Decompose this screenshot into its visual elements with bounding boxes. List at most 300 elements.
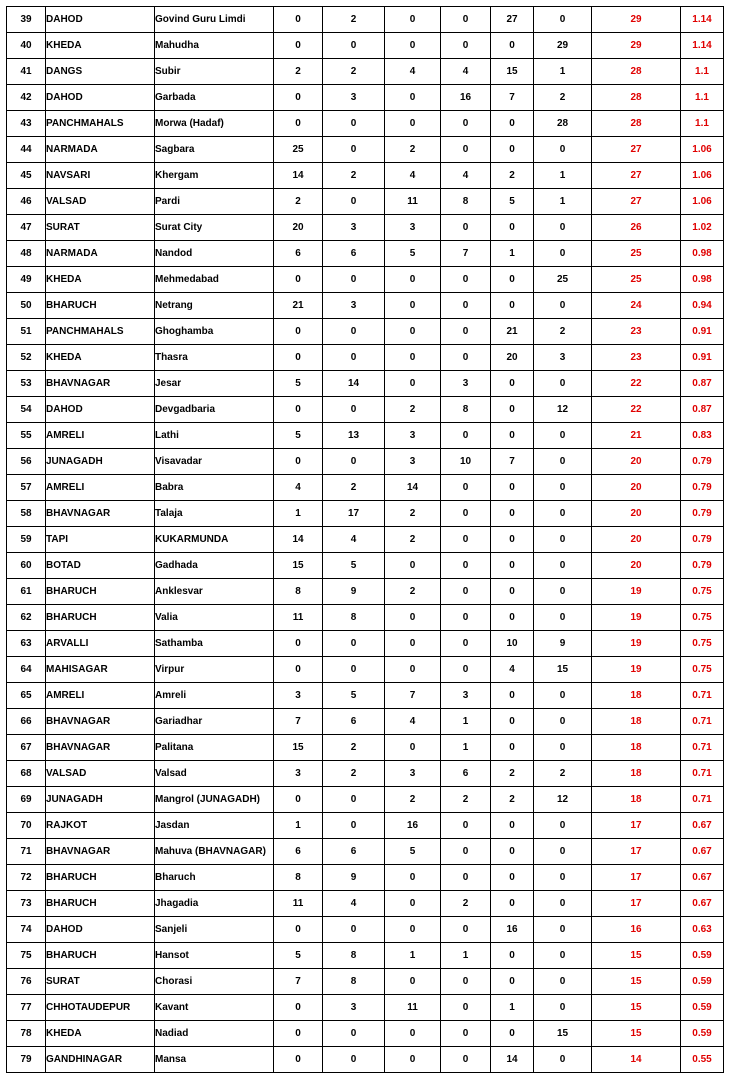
value-col-5: 0 — [491, 371, 534, 397]
serial-number: 79 — [7, 1047, 46, 1073]
value-col-3: 3 — [385, 761, 441, 787]
value-col-4: 0 — [441, 579, 491, 605]
value-col-6: 2 — [534, 319, 592, 345]
value-col-5: 10 — [491, 631, 534, 657]
table-row — [7, 657, 724, 683]
value-col-5: 27 — [491, 7, 534, 33]
table-row — [7, 787, 724, 813]
value-col-1: 8 — [274, 865, 323, 891]
total-value: 19 — [592, 605, 681, 631]
taluka-name: Mahuva (BHAVNAGAR) — [155, 839, 274, 865]
percentage-value: 1.02 — [681, 215, 724, 241]
value-col-3: 0 — [385, 345, 441, 371]
value-col-2: 0 — [323, 137, 385, 163]
table-row — [7, 215, 724, 241]
taluka-name: Jhagadia — [155, 891, 274, 917]
total-value: 18 — [592, 761, 681, 787]
value-col-5: 0 — [491, 33, 534, 59]
table-row — [7, 1047, 724, 1073]
percentage-value: 0.79 — [681, 475, 724, 501]
value-col-1: 2 — [274, 189, 323, 215]
taluka-name: Hansot — [155, 943, 274, 969]
percentage-value: 0.67 — [681, 891, 724, 917]
value-col-6: 0 — [534, 969, 592, 995]
value-col-1: 14 — [274, 163, 323, 189]
value-col-2: 6 — [323, 241, 385, 267]
value-col-5: 0 — [491, 943, 534, 969]
total-value: 29 — [592, 33, 681, 59]
value-col-3: 2 — [385, 579, 441, 605]
district-name: BHAVNAGAR — [46, 735, 155, 761]
value-col-4: 0 — [441, 33, 491, 59]
percentage-value: 0.91 — [681, 319, 724, 345]
taluka-name: KUKARMUNDA — [155, 527, 274, 553]
percentage-value: 0.75 — [681, 657, 724, 683]
taluka-name: Sagbara — [155, 137, 274, 163]
value-col-1: 5 — [274, 943, 323, 969]
value-col-2: 0 — [323, 1047, 385, 1073]
district-name: NAVSARI — [46, 163, 155, 189]
serial-number: 45 — [7, 163, 46, 189]
value-col-1: 0 — [274, 631, 323, 657]
table-row — [7, 709, 724, 735]
value-col-4: 0 — [441, 527, 491, 553]
value-col-2: 0 — [323, 787, 385, 813]
value-col-6: 0 — [534, 943, 592, 969]
total-value: 20 — [592, 553, 681, 579]
value-col-2: 8 — [323, 969, 385, 995]
taluka-name: Garbada — [155, 85, 274, 111]
value-col-3: 0 — [385, 553, 441, 579]
taluka-name: Valia — [155, 605, 274, 631]
value-col-2: 8 — [323, 605, 385, 631]
value-col-5: 0 — [491, 553, 534, 579]
percentage-value: 0.71 — [681, 761, 724, 787]
total-value: 20 — [592, 475, 681, 501]
value-col-4: 0 — [441, 111, 491, 137]
table-row — [7, 1021, 724, 1047]
value-col-2: 6 — [323, 839, 385, 865]
value-col-4: 0 — [441, 839, 491, 865]
value-col-5: 16 — [491, 917, 534, 943]
value-col-3: 7 — [385, 683, 441, 709]
percentage-value: 0.55 — [681, 1047, 724, 1073]
value-col-3: 3 — [385, 449, 441, 475]
value-col-1: 5 — [274, 423, 323, 449]
value-col-5: 0 — [491, 501, 534, 527]
total-value: 27 — [592, 163, 681, 189]
value-col-3: 0 — [385, 267, 441, 293]
value-col-4: 7 — [441, 241, 491, 267]
value-col-4: 0 — [441, 657, 491, 683]
value-col-4: 2 — [441, 787, 491, 813]
district-name: DANGS — [46, 59, 155, 85]
value-col-3: 0 — [385, 85, 441, 111]
value-col-6: 12 — [534, 397, 592, 423]
value-col-2: 4 — [323, 527, 385, 553]
value-col-1: 21 — [274, 293, 323, 319]
rainfall-taluka-table — [6, 6, 724, 1073]
taluka-name: Ghoghamba — [155, 319, 274, 345]
value-col-2: 9 — [323, 579, 385, 605]
value-col-1: 0 — [274, 7, 323, 33]
value-col-1: 11 — [274, 891, 323, 917]
table-row — [7, 839, 724, 865]
district-name: KHEDA — [46, 267, 155, 293]
value-col-5: 21 — [491, 319, 534, 345]
value-col-2: 2 — [323, 163, 385, 189]
value-col-6: 9 — [534, 631, 592, 657]
percentage-value: 0.79 — [681, 449, 724, 475]
serial-number: 58 — [7, 501, 46, 527]
taluka-name: Virpur — [155, 657, 274, 683]
serial-number: 72 — [7, 865, 46, 891]
value-col-4: 0 — [441, 501, 491, 527]
value-col-5: 5 — [491, 189, 534, 215]
value-col-3: 0 — [385, 631, 441, 657]
value-col-1: 0 — [274, 995, 323, 1021]
district-name: VALSAD — [46, 761, 155, 787]
value-col-3: 5 — [385, 839, 441, 865]
value-col-3: 11 — [385, 189, 441, 215]
value-col-4: 0 — [441, 345, 491, 371]
taluka-name: Nandod — [155, 241, 274, 267]
value-col-1: 6 — [274, 241, 323, 267]
table-row — [7, 475, 724, 501]
value-col-4: 0 — [441, 1047, 491, 1073]
value-col-3: 0 — [385, 111, 441, 137]
percentage-value: 0.71 — [681, 683, 724, 709]
value-col-6: 0 — [534, 423, 592, 449]
taluka-name: Subir — [155, 59, 274, 85]
district-name: KHEDA — [46, 1021, 155, 1047]
taluka-name: Lathi — [155, 423, 274, 449]
serial-number: 75 — [7, 943, 46, 969]
value-col-3: 0 — [385, 605, 441, 631]
table-row — [7, 189, 724, 215]
district-name: VALSAD — [46, 189, 155, 215]
serial-number: 69 — [7, 787, 46, 813]
value-col-2: 5 — [323, 553, 385, 579]
value-col-3: 2 — [385, 787, 441, 813]
value-col-5: 2 — [491, 761, 534, 787]
value-col-3: 0 — [385, 7, 441, 33]
taluka-name: Gadhada — [155, 553, 274, 579]
taluka-name: Surat City — [155, 215, 274, 241]
value-col-4: 16 — [441, 85, 491, 111]
table-row — [7, 943, 724, 969]
value-col-3: 0 — [385, 891, 441, 917]
percentage-value: 0.91 — [681, 345, 724, 371]
percentage-value: 0.87 — [681, 371, 724, 397]
value-col-6: 0 — [534, 137, 592, 163]
value-col-3: 0 — [385, 293, 441, 319]
value-col-4: 4 — [441, 163, 491, 189]
value-col-6: 2 — [534, 85, 592, 111]
value-col-3: 4 — [385, 163, 441, 189]
value-col-2: 2 — [323, 735, 385, 761]
value-col-6: 2 — [534, 761, 592, 787]
table-row — [7, 917, 724, 943]
total-value: 25 — [592, 241, 681, 267]
value-col-4: 10 — [441, 449, 491, 475]
table-row — [7, 423, 724, 449]
value-col-5: 2 — [491, 163, 534, 189]
serial-number: 57 — [7, 475, 46, 501]
taluka-name: Kavant — [155, 995, 274, 1021]
serial-number: 66 — [7, 709, 46, 735]
percentage-value: 1.06 — [681, 189, 724, 215]
taluka-name: Palitana — [155, 735, 274, 761]
value-col-2: 13 — [323, 423, 385, 449]
taluka-name: Govind Guru Limdi — [155, 7, 274, 33]
district-name: BHAVNAGAR — [46, 371, 155, 397]
value-col-6: 0 — [534, 709, 592, 735]
value-col-2: 0 — [323, 631, 385, 657]
taluka-name: Anklesvar — [155, 579, 274, 605]
serial-number: 49 — [7, 267, 46, 293]
value-col-1: 0 — [274, 267, 323, 293]
value-col-3: 0 — [385, 969, 441, 995]
value-col-1: 6 — [274, 839, 323, 865]
taluka-name: Sathamba — [155, 631, 274, 657]
table-row — [7, 683, 724, 709]
value-col-5: 0 — [491, 969, 534, 995]
value-col-4: 0 — [441, 7, 491, 33]
serial-number: 61 — [7, 579, 46, 605]
value-col-6: 0 — [534, 449, 592, 475]
serial-number: 56 — [7, 449, 46, 475]
value-col-4: 2 — [441, 891, 491, 917]
table-row — [7, 761, 724, 787]
table-row — [7, 293, 724, 319]
value-col-3: 14 — [385, 475, 441, 501]
percentage-value: 0.98 — [681, 241, 724, 267]
value-col-6: 1 — [534, 189, 592, 215]
taluka-name: Morwa (Hadaf) — [155, 111, 274, 137]
value-col-6: 28 — [534, 111, 592, 137]
value-col-3: 4 — [385, 59, 441, 85]
percentage-value: 1.1 — [681, 111, 724, 137]
taluka-name: Jasdan — [155, 813, 274, 839]
value-col-3: 5 — [385, 241, 441, 267]
value-col-4: 0 — [441, 969, 491, 995]
value-col-5: 0 — [491, 527, 534, 553]
value-col-4: 0 — [441, 917, 491, 943]
taluka-name: Visavadar — [155, 449, 274, 475]
serial-number: 40 — [7, 33, 46, 59]
district-name: PANCHMAHALS — [46, 111, 155, 137]
taluka-name: Valsad — [155, 761, 274, 787]
value-col-2: 4 — [323, 891, 385, 917]
serial-number: 50 — [7, 293, 46, 319]
value-col-1: 25 — [274, 137, 323, 163]
value-col-5: 0 — [491, 709, 534, 735]
value-col-4: 6 — [441, 761, 491, 787]
value-col-4: 0 — [441, 215, 491, 241]
percentage-value: 0.79 — [681, 553, 724, 579]
serial-number: 73 — [7, 891, 46, 917]
value-col-6: 0 — [534, 553, 592, 579]
total-value: 15 — [592, 1021, 681, 1047]
value-col-6: 0 — [534, 579, 592, 605]
district-name: NARMADA — [46, 241, 155, 267]
taluka-name: Gariadhar — [155, 709, 274, 735]
value-col-1: 0 — [274, 397, 323, 423]
value-col-2: 2 — [323, 475, 385, 501]
taluka-name: Devgadbaria — [155, 397, 274, 423]
percentage-value: 0.75 — [681, 605, 724, 631]
value-col-4: 0 — [441, 865, 491, 891]
table-row — [7, 33, 724, 59]
value-col-5: 0 — [491, 683, 534, 709]
value-col-3: 0 — [385, 865, 441, 891]
value-col-4: 0 — [441, 267, 491, 293]
district-name: DAHOD — [46, 7, 155, 33]
value-col-3: 16 — [385, 813, 441, 839]
table-row — [7, 579, 724, 605]
total-value: 21 — [592, 423, 681, 449]
value-col-6: 0 — [534, 215, 592, 241]
serial-number: 51 — [7, 319, 46, 345]
value-col-3: 3 — [385, 423, 441, 449]
percentage-value: 0.94 — [681, 293, 724, 319]
value-col-4: 1 — [441, 943, 491, 969]
total-value: 20 — [592, 501, 681, 527]
value-col-6: 0 — [534, 891, 592, 917]
value-col-4: 0 — [441, 319, 491, 345]
value-col-4: 1 — [441, 709, 491, 735]
district-name: AMRELI — [46, 423, 155, 449]
value-col-6: 0 — [534, 1047, 592, 1073]
value-col-5: 7 — [491, 449, 534, 475]
table-row — [7, 449, 724, 475]
district-name: DAHOD — [46, 397, 155, 423]
district-name: ARVALLI — [46, 631, 155, 657]
table-row — [7, 891, 724, 917]
table-row — [7, 631, 724, 657]
serial-number: 76 — [7, 969, 46, 995]
value-col-6: 0 — [534, 241, 592, 267]
percentage-value: 1.14 — [681, 33, 724, 59]
taluka-name: Nadiad — [155, 1021, 274, 1047]
value-col-1: 11 — [274, 605, 323, 631]
district-name: KHEDA — [46, 33, 155, 59]
value-col-5: 2 — [491, 787, 534, 813]
table-row — [7, 501, 724, 527]
value-col-3: 0 — [385, 33, 441, 59]
serial-number: 68 — [7, 761, 46, 787]
percentage-value: 0.83 — [681, 423, 724, 449]
percentage-value: 0.71 — [681, 787, 724, 813]
total-value: 19 — [592, 631, 681, 657]
percentage-value: 0.67 — [681, 865, 724, 891]
district-name: MAHISAGAR — [46, 657, 155, 683]
value-col-1: 15 — [274, 735, 323, 761]
value-col-2: 0 — [323, 449, 385, 475]
serial-number: 77 — [7, 995, 46, 1021]
serial-number: 59 — [7, 527, 46, 553]
total-value: 16 — [592, 917, 681, 943]
value-col-4: 1 — [441, 735, 491, 761]
taluka-name: Mehmedabad — [155, 267, 274, 293]
value-col-3: 0 — [385, 735, 441, 761]
value-col-4: 0 — [441, 137, 491, 163]
value-col-6: 0 — [534, 501, 592, 527]
value-col-6: 12 — [534, 787, 592, 813]
value-col-1: 3 — [274, 761, 323, 787]
value-col-1: 7 — [274, 969, 323, 995]
district-name: BHARUCH — [46, 579, 155, 605]
value-col-1: 0 — [274, 787, 323, 813]
value-col-3: 2 — [385, 397, 441, 423]
value-col-4: 0 — [441, 813, 491, 839]
percentage-value: 0.63 — [681, 917, 724, 943]
value-col-5: 0 — [491, 397, 534, 423]
total-value: 18 — [592, 683, 681, 709]
value-col-2: 3 — [323, 215, 385, 241]
taluka-name: Mansa — [155, 1047, 274, 1073]
total-value: 26 — [592, 215, 681, 241]
serial-number: 74 — [7, 917, 46, 943]
value-col-1: 0 — [274, 33, 323, 59]
district-name: JUNAGADH — [46, 449, 155, 475]
total-value: 19 — [592, 657, 681, 683]
serial-number: 71 — [7, 839, 46, 865]
table-row — [7, 397, 724, 423]
value-col-4: 0 — [441, 995, 491, 1021]
value-col-2: 2 — [323, 761, 385, 787]
value-col-2: 9 — [323, 865, 385, 891]
value-col-2: 0 — [323, 319, 385, 345]
serial-number: 65 — [7, 683, 46, 709]
total-value: 17 — [592, 839, 681, 865]
value-col-5: 0 — [491, 865, 534, 891]
value-col-2: 3 — [323, 293, 385, 319]
percentage-value: 1.06 — [681, 163, 724, 189]
total-value: 28 — [592, 85, 681, 111]
table-row — [7, 995, 724, 1021]
total-value: 20 — [592, 527, 681, 553]
district-name: BHARUCH — [46, 293, 155, 319]
value-col-5: 7 — [491, 85, 534, 111]
district-name: CHHOTAUDEPUR — [46, 995, 155, 1021]
value-col-4: 0 — [441, 475, 491, 501]
serial-number: 47 — [7, 215, 46, 241]
value-col-1: 5 — [274, 371, 323, 397]
value-col-1: 0 — [274, 449, 323, 475]
total-value: 14 — [592, 1047, 681, 1073]
value-col-3: 4 — [385, 709, 441, 735]
district-name: SURAT — [46, 215, 155, 241]
value-col-5: 0 — [491, 735, 534, 761]
value-col-5: 1 — [491, 995, 534, 1021]
taluka-name: Babra — [155, 475, 274, 501]
value-col-2: 14 — [323, 371, 385, 397]
value-col-3: 0 — [385, 657, 441, 683]
table-row — [7, 7, 724, 33]
total-value: 18 — [592, 787, 681, 813]
table-row — [7, 735, 724, 761]
total-value: 18 — [592, 735, 681, 761]
value-col-5: 0 — [491, 579, 534, 605]
serial-number: 78 — [7, 1021, 46, 1047]
percentage-value: 0.59 — [681, 995, 724, 1021]
total-value: 17 — [592, 813, 681, 839]
value-col-2: 0 — [323, 267, 385, 293]
value-col-2: 0 — [323, 345, 385, 371]
total-value: 24 — [592, 293, 681, 319]
